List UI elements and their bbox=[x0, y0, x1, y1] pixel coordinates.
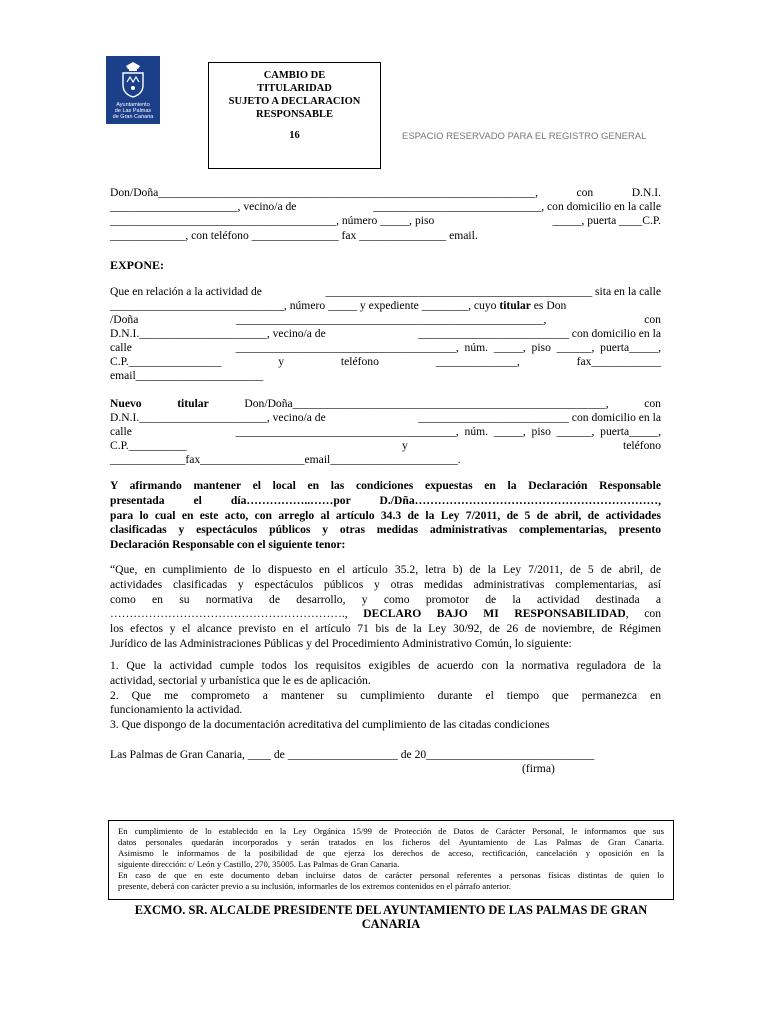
nuevo-label: Nuevo bbox=[110, 397, 142, 410]
current-holder-street-field[interactable]: ______________________________________, núm. _____, piso ______, puerta_____, bbox=[235, 341, 661, 354]
declaration-statement: DECLARO BAJO MI RESPONSABILIDAD bbox=[363, 607, 626, 621]
affirm-line-3: para lo cual en este acto, con arreglo al artículo 34.3 de la Ley 7/2011, de 5 de abril, de actividades bbox=[110, 508, 661, 522]
new-holder-cp-field[interactable]: C.P.__________ bbox=[110, 439, 187, 452]
legal-line-3: Asimismo le informamos de la posibilidad de que ejerza los derechos de acceso, rectificación, cancelación y oposición en la bbox=[118, 848, 664, 858]
footer-line-1: EXCMO. SR. ALCALDE PRESIDENTE DEL AYUNTAMIENTO DE LAS PALMAS DE GRAN bbox=[134, 903, 648, 917]
applicant-street-field[interactable]: _______________________________________, número _____, piso bbox=[110, 214, 435, 227]
item-1-line-1: 1. Que la actividad cumple todos los requisitos exigibles de acuerdo con la normativa reguladora de la bbox=[110, 659, 661, 672]
current-holder-email-field[interactable]: email______________________ bbox=[110, 369, 264, 382]
title-line-4: RESPONSABLE bbox=[255, 109, 334, 120]
text-con: , con bbox=[625, 607, 661, 621]
current-holder-fax-field[interactable]: fax____________ bbox=[576, 355, 661, 368]
new-holder-municipality-field[interactable]: __________________________ con domicilio en la bbox=[418, 411, 661, 424]
applicant-dni-field[interactable]: ______________________, vecino/a de bbox=[110, 200, 297, 213]
text-y: y bbox=[278, 355, 285, 368]
affirmation-paragraph bbox=[110, 479, 661, 553]
tenor-line-4 bbox=[110, 607, 661, 622]
title-line-1: CAMBIO DE bbox=[263, 70, 326, 81]
titular-label: titular bbox=[177, 397, 209, 410]
nuevo-line-3 bbox=[110, 425, 661, 439]
affirm-line-2[interactable]: presentada el día……………..……por D./Dña………………………………………………………, bbox=[110, 493, 661, 507]
current-holder-phone-field[interactable]: ______________, bbox=[435, 355, 520, 368]
city-council-logo bbox=[106, 56, 160, 124]
text-dni: D.N.I. bbox=[631, 186, 661, 199]
text-con: con bbox=[576, 186, 594, 199]
new-holder-name-field[interactable]: Don/Doña______________________________________________________, bbox=[244, 397, 609, 410]
activity-destination-field[interactable]: ……………………………………………………., bbox=[110, 607, 364, 621]
title-line-2: TITULARIDAD bbox=[257, 83, 332, 94]
item-3: 3. Que dispongo de la documentación acreditativa del cumplimiento de las citadas condiciones bbox=[110, 718, 550, 732]
item-2-line-1: 2. Que me comprometo a mantener su cumplimiento durante el tiempo que permanezca en bbox=[110, 688, 661, 702]
applicant-municipality-field[interactable]: _____________________________, con domicilio en la calle bbox=[373, 200, 661, 213]
nuevo-line-1 bbox=[110, 397, 661, 411]
current-holder-dni-field[interactable]: D.N.I.______________________, vecino/a de bbox=[110, 327, 326, 340]
text-telefono: teléfono bbox=[340, 355, 379, 368]
signature-label: (firma) bbox=[522, 762, 555, 775]
applicant-contact-field[interactable]: _____________, con teléfono _______________ fax _______________ email. bbox=[110, 229, 478, 242]
expone-line-5 bbox=[110, 341, 661, 355]
item-1-line-2: actividad, sectorial y urbanística que le es de aplicación. bbox=[110, 673, 371, 687]
current-holder-cp-field[interactable]: C.P.________________ bbox=[110, 355, 222, 368]
logo-text-1: Ayuntamiento bbox=[116, 102, 150, 108]
applicant-line-3 bbox=[110, 214, 661, 228]
affirm-line-4: clasificadas y espectáculos públicos y otras medidas administrativas complementarias, presento bbox=[110, 523, 661, 537]
text-telefono: teléfono bbox=[623, 439, 661, 452]
text-es-don: es Don bbox=[530, 299, 567, 312]
applicant-door-field[interactable]: _____, puerta ____C.P. bbox=[552, 214, 661, 227]
new-holder-street-field[interactable]: ______________________________________, núm. _____, piso ______, puerta_____, bbox=[235, 425, 661, 438]
tenor-line-1: “Que, en cumplimiento de lo dispuesto en el artículo 35.2, letra b) de la Ley 7/2011, de 5 de abril, de bbox=[110, 563, 661, 576]
expone-line-3 bbox=[110, 313, 661, 327]
current-holder-municipality-field[interactable]: __________________________ con domicilio en la bbox=[418, 327, 661, 340]
new-holder-contact-field[interactable]: _____________fax__________________email______________________. bbox=[110, 453, 461, 466]
logo-text-3: de Gran Canaria bbox=[112, 114, 154, 120]
legal-line-5: En caso de que en este documento deban incluirse datos de carácter personal referentes a personas físicas distintas de quien lo bbox=[118, 870, 664, 880]
logo-text-2: de Las Palmas bbox=[114, 108, 152, 114]
activity-label: Que en relación a la actividad de bbox=[110, 285, 262, 298]
text-calle: calle bbox=[110, 341, 132, 354]
legal-line-1: En cumplimiento de lo establecido en la Ley Orgánica 15/99 de Protección de Datos de Carácter Personal, le informamos que sus bbox=[118, 826, 664, 836]
applicant-name-field[interactable]: Don/Doña_________________________________________________________________, bbox=[110, 186, 538, 199]
legal-line-2: datos personales quedarán incorporados y serán tratados en los ficheros del Ayuntamiento de Las Palmas de Gran Canaria. bbox=[118, 837, 664, 847]
activity-address-field[interactable]: ______________________________, número _____ y expediente ________, cuyo bbox=[110, 299, 500, 312]
applicant-line-2 bbox=[110, 200, 661, 214]
tenor-line-2: actividades clasificadas y espectáculos públicos y otras medidas administrativas complementarias, así bbox=[110, 577, 661, 591]
current-holder-name-field[interactable]: _____________________________________________________, bbox=[236, 313, 547, 326]
tenor-line-6: Jurídico de las Administraciones Públicas y del Procedimiento Administrativo Común, lo siguiente: bbox=[110, 636, 572, 650]
text-y: y bbox=[401, 439, 408, 452]
addressee-footer bbox=[108, 903, 674, 931]
tenor-line-3: como en su normativa de desarrollo, y como promotor de la actividad destinada a bbox=[110, 592, 661, 606]
title-line-3: SUJETO A DECLARACION bbox=[228, 96, 361, 107]
legal-line-6: presente, deberá con carácter previo a su inclusión, informarles de los extremos contenidos en el párrafo anterior. bbox=[118, 881, 511, 891]
expone-line-6 bbox=[110, 355, 661, 369]
applicant-line-4 bbox=[110, 229, 661, 243]
new-holder-dni-field[interactable]: D.N.I.______________________, vecino/a de bbox=[110, 411, 326, 424]
legal-line-4: siguiente dirección: c/ León y Castillo, 270, 35005. Las Palmas de Gran Canaria. bbox=[118, 859, 400, 869]
text-con: con bbox=[644, 397, 661, 410]
expone-line-2 bbox=[110, 299, 661, 313]
place-date-field[interactable]: Las Palmas de Gran Canaria, ____ de ___________________ de 20_____________________________ bbox=[110, 748, 595, 761]
declaration-paragraph bbox=[110, 563, 661, 652]
nuevo-line-2 bbox=[110, 411, 661, 425]
coat-of-arms-icon bbox=[118, 60, 148, 98]
form-title-box bbox=[208, 62, 381, 169]
text-dona: /Doña bbox=[110, 313, 139, 326]
declaration-items bbox=[110, 659, 661, 733]
titular-label: titular bbox=[499, 299, 531, 312]
affirm-line-1: Y afirmando mantener el local en las condiciones expuestas en la Declaración Responsable bbox=[110, 479, 661, 492]
expone-heading: EXPONE: bbox=[110, 258, 164, 272]
form-number: 16 bbox=[289, 130, 300, 141]
nuevo-line-4 bbox=[110, 439, 661, 453]
text-calle: calle bbox=[110, 425, 132, 438]
expone-line-1 bbox=[110, 285, 661, 299]
applicant-line-1 bbox=[110, 186, 661, 200]
nuevo-line-5 bbox=[110, 453, 661, 467]
footer-line-2: CANARIA bbox=[361, 917, 421, 931]
expone-line-4 bbox=[110, 327, 661, 341]
data-protection-notice bbox=[108, 820, 674, 900]
affirm-line-5: Declaración Responsable con el siguiente tenor: bbox=[110, 538, 346, 552]
expone-line-7 bbox=[110, 369, 661, 383]
activity-field[interactable]: ______________________________________________ sita en la calle bbox=[325, 285, 661, 298]
item-2-line-2: funcionamiento la actividad. bbox=[110, 703, 243, 717]
tenor-line-5: los efectos y el alcance previsto en el artículo 71 bis de la Ley 30/92, de 26 de noviembre, de Régimen bbox=[110, 622, 661, 636]
text-con: con bbox=[644, 313, 661, 326]
registry-reserved-label: ESPACIO RESERVADO PARA EL REGISTRO GENERAL bbox=[402, 131, 647, 142]
